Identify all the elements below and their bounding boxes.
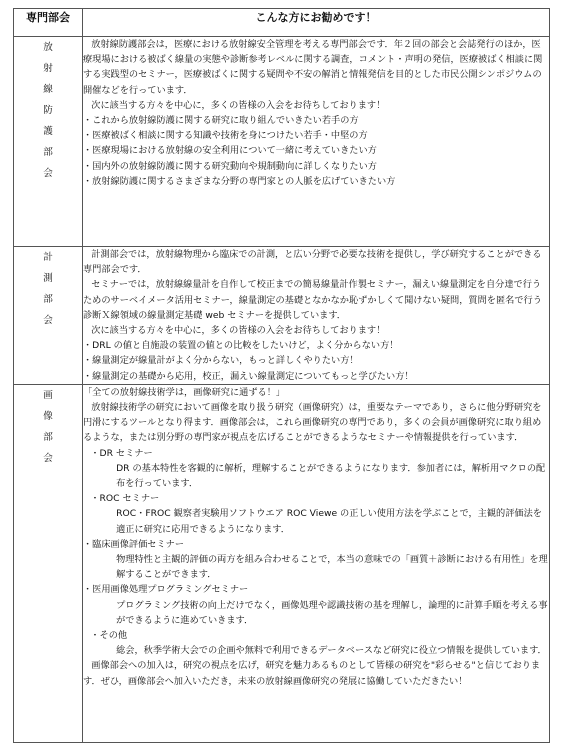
- seminar-description: ROC・FROC 観察者実験用ソフトウエア ROC Viewe の正しい使用方法を学ぶことで，主観的評価法を適正に研究に応用できるようになります．: [116, 508, 542, 535]
- paragraph: セミナーでは，放射線線量計を自作して校正までの簡易線量計作製セミナー，漏えい線量測定を自分達で行うためのサーベイメータ活用セミナー，線量測定の基礎となかなか恥ずかしくて聞けない疑問，質問を匿名で行う診断Ｘ線領域の線量測定基礎 web セミナーを提供しています．: [83, 279, 542, 321]
- list-item: ・線量測定の基礎から応用，校正，漏えい線量測定についてもっと学びたい方！: [83, 370, 414, 382]
- section-row-radiation-protection: [14, 37, 550, 247]
- list-item: ・線量測定が線量計がよく分からない，もっと詳しくやりたい方！: [83, 355, 359, 367]
- dept-name-imaging: 画 像 部 会: [14, 384, 83, 742]
- seminar-title: ・臨床画像評価セミナー: [83, 538, 185, 550]
- section-row-imaging: [14, 384, 550, 742]
- section-row-measurement: [14, 247, 550, 385]
- paragraph: 次に該当する方々を中心に，多くの皆様の入会をお待ちしております！: [91, 325, 386, 337]
- paragraph: 放射線防護部会は，医療における放射線安全管理を考える専門部会です．年２回の部会と会誌発行のほか，医療現場における被ばく線量の実態や診断参考レベルに関する調査，コメント・声明の発信，医療被ばく相談に関する実践型のセミナー，医療被ばくに関する疑問や不安の解消と情報発信を目的とした市民公開シンポジウムの開催などを行っています．: [83, 39, 543, 96]
- seminar-title: ・ROC セミナー: [90, 493, 160, 505]
- header-dept: 専門部会: [14, 9, 83, 37]
- header-recommendation: こんな方にお勧めです！: [83, 9, 550, 37]
- seminar-title: ・医用画像処理プログラミングセミナー: [83, 584, 249, 596]
- seminar-description: 総会，秋季学術大会での企画や無料で利用できるデータベースなど研究に役立つ情報を提供しています．: [116, 645, 547, 657]
- list-item: ・国内外の放射線防護に関する研究動向や規制動向に詳しくなりたい方: [83, 160, 377, 172]
- paragraph: 放射線技術学の研究において画像を取り扱う研究（画像研究）は，重要なテーマであり，さらに他分野研究を円滑にするツールとなり得ます．画像部会は，これら画像研究の専門であり，多くの会員が画像研究に取り組めるような，または別分野の専門家が視点を広げることができるようなセミナーや情報提供を行っています．: [83, 402, 542, 444]
- list-item: ・DRL の値と自施設の装置の値との比較をしたいけど，よく分からない方！: [83, 340, 399, 352]
- header-row: [14, 9, 550, 37]
- dept-description-radiation-protection: [83, 37, 550, 247]
- seminar-title: ・DR セミナー: [90, 447, 153, 459]
- seminar-description: プログラミング技術の向上だけでなく，画像処理や認識技術の基を理解し，論理的に計算手順を考える事ができるように進めていきます．: [116, 599, 548, 626]
- paragraph: 次に該当する方々を中心に，多くの皆様の入会をお待ちしております！: [91, 99, 386, 111]
- dept-description-imaging: [83, 384, 550, 742]
- closing-paragraph: 画像部会への加入は，研究の視点を広げ，研究を魅力あるものとして皆様の研究を"彩らせる"と信じております．ぜひ，画像部会へ加入いただき，未来の放射線画像研究の発展に協働していただきたい！: [83, 660, 541, 687]
- list-item: ・医療現場における放射線の安全利用について一緒に考えていきたい方: [83, 145, 377, 157]
- list-item: ・放射線防護に関するさまざまな分野の専門家との人脈を広げていきたい方: [83, 175, 396, 187]
- recommendation-table: [13, 8, 550, 743]
- dept-description-measurement: [83, 247, 550, 385]
- dept-name-radiation-protection: 放 射 線 防 護 部 会: [14, 37, 83, 247]
- seminar-description: DR の基本特性を客観的に解析，理解することができるようになります．参加者には，解析用マクロの配布を行っています．: [116, 462, 546, 490]
- list-item: ・医療被ばく相談に関する知識や技術を身につけたい若手・中堅の方: [83, 130, 368, 142]
- seminar-title: ・その他: [90, 630, 128, 642]
- dept-name-measurement: 計 測 部 会: [14, 247, 83, 385]
- intro-quote: 「全ての放射線技術学は，画像研究に通ずる！」: [83, 386, 286, 398]
- seminar-description: 物理特性と主観的評価の両方を組み合わせることで，本当の意味での「画質＋診断における有用性」を理解することができます．: [116, 554, 548, 581]
- paragraph: 計測部会では，放射線物理から臨床での計測，と広い分野で必要な技術を提供し，学び研究することができる専門部会です．: [83, 249, 542, 276]
- list-item: ・これから放射線防護に関する研究に取り組んでいきたい若手の方: [83, 115, 359, 127]
